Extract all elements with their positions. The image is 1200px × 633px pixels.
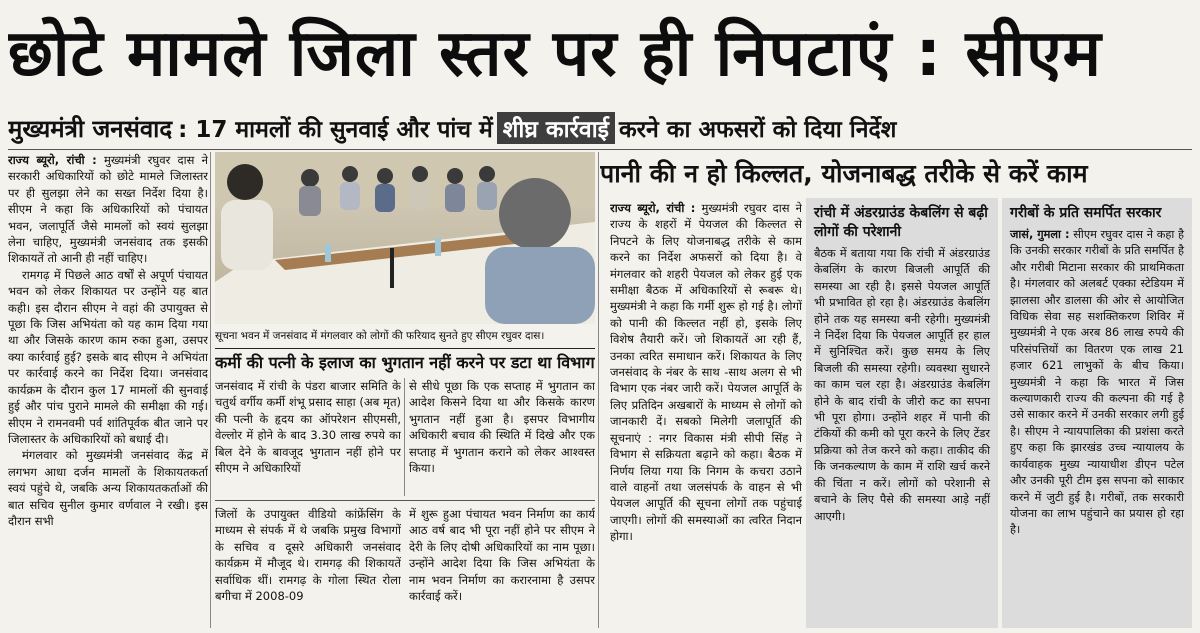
main-story-cont-b [409, 506, 595, 628]
box2-title: गरीबों के प्रति समर्पित सरकार [1010, 205, 1162, 221]
subhead-highlight: शीघ्र कार्रवाई [497, 112, 615, 144]
water-story-title: पानी की न हो किल्लत, योजनाबद्ध तरीके से करें काम [600, 159, 1088, 188]
rule-col-water [598, 152, 599, 628]
rule-col1 [210, 152, 211, 628]
main-story-para3: मंगलवार को मुख्यमंत्री जनसंवाद केंद्र में लगभग आधा दर्जन मामलों के शिकायतकर्ता स्वयं पहुंचे थे, जबकि अन्य शिकायतकर्ताओं की बात सचिव सुनील कुमार वर्णवाल ने रखी। इस दौरान सभी [8, 448, 208, 528]
subhead-label: मुख्यमंत्री जनसंवाद [8, 114, 173, 143]
box2-text: सीएम रघुवर दास ने कहा है कि उनकी सरकार गरीबों के प्रति समर्पित है और गरीबी मिटाना सरकार की प्राथमिकता है। मंगलवार को अलबर्ट एक्का स्टेडियम में झालसा और डालसा की ओर से आयोजित विधिक सेवा सह सशक्तिकरण शिविर में मुख्यमंत्री ने एक अरब 86 लाख रुपये की परिसंपत्तियों का वितरण एक लाख 21 हजार 621 लाभुकों के बीच किया। मुख्यमंत्री ने कहा कि भारत में जिस कल्याणकारी राज्य की कल्पना की गई है उसे साकार करने में उनकी सरकार लगी हुई है। सीएम ने न्यायपालिका की प्रशंसा करते हुए कहा कि झारखंड उच्च न्यायालय के कार्यवाहक मुख्य न्यायाधीश डीएन पटेल और उनकी पूरी टीम इस सपना को साकार करने में जुटी हुई है। गरीबों, तक सरकारी योजना का लाभ पहुंचाने का प्रयास हो रहा है। [1010, 228, 1185, 537]
sub-story-title: कर्मी की पत्नी के इलाज का भुगतान नहीं करने पर डटा था विभाग [215, 348, 595, 377]
rule-top [8, 149, 1192, 150]
main-story-col1 [8, 152, 208, 628]
box1-text: बैठक में बताया गया कि रांची में अंडरग्राउंड केबलिंग के कारण बिजली आपूर्ति की समस्या आ रही है। इससे पेयजल आपूर्ति भी प्रभावित हो रहा है। अंडरग्राउंड केबलिंग होने तक यह समस्या बनी रहेगी। मुख्यमंत्री ने निर्देश दिया कि पेयजल आपूर्ति हर हाल में सुनिश्चित करें। कुछ समय के लिए बिजली की समस्या रहेगी। व्यवस्था सुधारने का काम चल रहा है। अंडरग्राउंड केबलिंग होने के बाद रांची के जीरो कट का सपना भी पूरा होगा। उन्होंने शहर में पानी की टंकियों की कमी को पूरा करने के लिए टेंडर प्रक्रिया को तेज करने को कहा। ताकीद की कि जनकल्याण के काम में राशि खर्च करने की चिंता न करें। लोगों को परेशानी से बचाने के लिए पैसे की समस्या आड़े नहीं आएगी। [814, 247, 990, 523]
main-story-cont-a [215, 506, 401, 628]
headline: छोटे मामले जिला स्तर पर ही निपटाएं : सीएम [8, 17, 1102, 91]
water-story-text: मुख्यमंत्री रघुवर दास ने राज्य के शहरों में पेयजल की किल्लत से निपटने के लिए योजनाबद्ध तरीके से काम करने का निर्देश अफसरों को दिया है। वे मंगलवार को शहरी पेयजल को लेकर हुई एक समीक्षा बैठक में अधिकारियों से रूबरू थे। मुख्यमंत्री ने कहा कि गर्मी शुरू हो गई है। लोगों को पानी की किल्लत नहीं हो, इसके लिए विशेष तैयारी करें। जो शिकायतें आ रही हैं, उनका त्वरित समाधान करें। शिकायत के लिए जनसंवाद के नंबर के साथ -साथ अलग से भी विभाग एक नंबर जारी करें। पेयजल आपूर्ति के लिए प्रतिदिन अखबारों के माध्यम से लोगों को जानकारी दें। सबको मिलेगी जलापूर्ति की सूचनाएं : नगर विकास मंत्री सीपी सिंह ने विभाग से सक्रियता बढ़ाने को कहा। बैठक में निर्णय लिया गया कि निगम के कचरा उठाने वाले वाहनों तथा जलसंपर्क के वाहन से भी पेयजल आपूर्ति की सूचना लोगों तक पहुंचाई जाएगी। लोगों की समस्याओं का त्वरित निदान होगा। [610, 201, 802, 544]
main-continued-b: में शुरू हुआ पंचायत भवन निर्माण का कार्य आठ वर्ष बाद भी पूरा नहीं होने पर सीएम ने देरी के लिए दोषी अधिकारियों का नाम पूछा। उन्होंने आदेश दिया कि जिस अभियंता के नाम भवन निर्माण का करारनामा है उसपर कार्रवाई करें। [409, 507, 595, 604]
main-dateline: राज्य ब्यूरो, रांची : [8, 153, 97, 167]
water-story-body [610, 200, 802, 628]
photo-caption: सूचना भवन में जनसंवाद में मंगलवार को लोगों की फरियाद सुनते हुए सीएम रघुवर दास। [215, 330, 545, 342]
main-continued-a: जिलों के उपायुक्त वीडियो कांफ्रेंसिंग के माध्यम से संपर्क में थे जबकि प्रमुख विभागों के सचिव व दूसरे अधिकारी जनसंवाद कार्यक्रम में मौजूद थे। रामगढ़ की शिकायतें सर्वाधिक थीं। रामगढ़ के गोला स्थित रोला बगीचा में 2008-09 [215, 507, 401, 604]
subhead-text-before: : 17 मामलों की सुनवाई और पांच में [178, 117, 493, 143]
sub-story-col-a [215, 378, 401, 496]
box2-dateline: जासं, गुमला : [1010, 228, 1070, 241]
rule-sub [404, 378, 405, 496]
box1-title: रांची में अंडरग्राउंड केबलिंग से बढ़ी लोगों की परेशानी [814, 205, 988, 240]
water-dateline: राज्य ब्यूरो, रांची : [610, 201, 696, 215]
press-photo [215, 152, 595, 324]
subheadline [8, 108, 1192, 148]
sub-story-text-b: से सीधे पूछा कि एक सप्ताह में भुगतान का आदेश किसने दिया था और किसके कारण भुगतान नहीं हुआ है। इसपर विभागीय अधिकारी बचाव की स्थिति में दिखे और एक सप्ताह में भुगतान कराने को लेकर आश्वस्त किया। [409, 379, 595, 476]
subhead-text-after: करने का अफसरों को दिया निर्देश [618, 117, 897, 143]
main-story-para1: मुख्यमंत्री रघुवर दास ने सरकारी अधिकारियों को छोटे मामले जिलास्तर पर ही सुलझा लेने का सख्त निर्देश दिया है। सीएम ने कहा कि अधिकारियों को पंचायत भवन, जलापूर्ति जैसे मामलों को स्वयं सुलझा लेना चाहिए, मुख्यमंत्री जनसंवाद तक इसकी शिकायतें तो आनी ही नहीं चाहिए। [8, 153, 208, 266]
press-photo-image [215, 152, 595, 324]
rule-sub-bottom [215, 500, 595, 501]
main-story-para2: रामगढ़ में पिछले आठ वर्षों से अपूर्ण पंचायत भवन को लेकर शिकायत पर उन्होंने यह बात कही। इस दौरान सीएम ने वहां की उपायुक्त से पूछा कि जिस अभियंता को यह काम दिया गया था और जिसके कारण काम रुका हुआ, उसपर क्या कार्रवाई हुई? इसके बाद सीएम ने अभियंता पर कार्रवाई करने का निर्देश दिया। जनसंवाद कार्यक्रम के दौरान कुल 17 मामलों की सुनवाई हुई और पांच पुराने मामले की समीक्षा की गई। सीएम ने रामनवमी पर्व शांतिपूर्वक बीत जाने पर जिलास्तर के अधिकारियों को बधाई दी। [8, 267, 208, 446]
sub-story-text-a: जनसंवाद में रांची के पंडरा बाजार समिति के चतुर्थ वर्गीय कर्मी शंभू प्रसाद साहा (अब मृत) की पत्नी के हृदय का ऑपरेशन सीएमसी, वेल्लोर में होने के बाद 3.30 लाख रुपये का बिल देने के बावजूद भुगतान नहीं होने पर सीएम ने अधिकारियों [215, 379, 401, 476]
box-underground-cabling [806, 198, 998, 628]
sub-story-col-b [409, 378, 595, 496]
box-poor-government [1002, 198, 1192, 628]
